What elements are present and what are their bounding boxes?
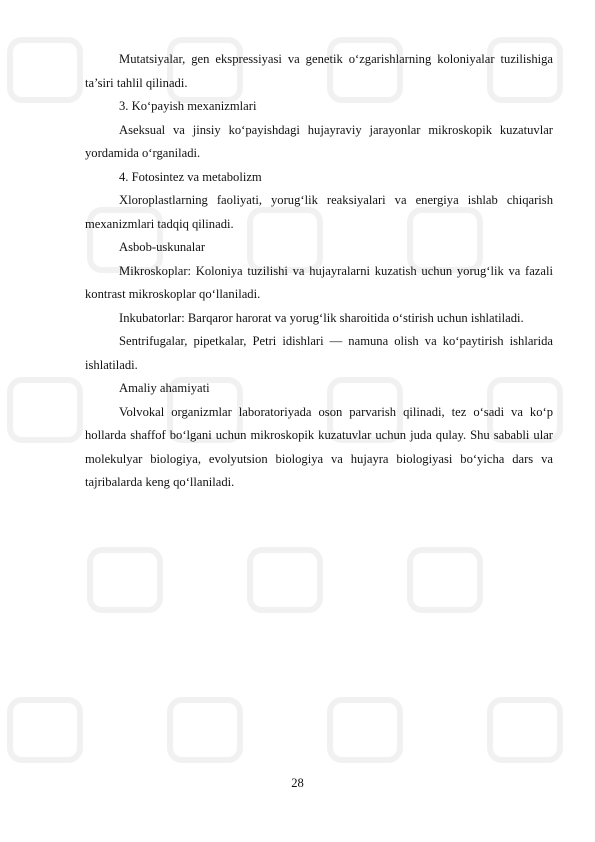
body-text	[85, 48, 553, 495]
page-number: 28	[291, 776, 304, 790]
heading-photosynthesis: 4. Fotosintez va metabolizm	[119, 169, 262, 184]
paragraph-photosynthesis: Xloroplastlarning faoliyati, yorug‘lik reaksiyalari va energiya ishlab chiqarish mexanizmlari tadqiq qilinadi.	[85, 193, 553, 231]
paragraph-incubators: Inkubatorlar: Barqaror harorat va yorug‘lik sharoitida o‘stirish uchun ishlatiladi.	[119, 310, 524, 325]
paragraph-microscopes: Mikroskoplar: Koloniya tuzilishi va hujayralarni kuzatish uchun yorug‘lik va fazali kontrast mikroskoplar qo‘llaniladi.	[85, 263, 553, 301]
heading-practical-importance: Amaliy ahamiyati	[119, 381, 210, 395]
paragraph-practical-importance: Volvokal organizmlar laboratoriyada oson parvarish qilinadi, tez o‘sadi va ko‘p hollarda shaffof bo‘lgani uchun mikroskopik kuzatuvlar uchun juda qulay. Shu sababli ular molekulyar biologiya, evolyutsion biologiya va hujayra biologiyasi bo‘yicha dars va tajribalarda keng qo‘llaniladi.	[85, 404, 553, 489]
paragraph-reproduction: Aseksual va jinsiy ko‘payishdagi hujayraviy jarayonlar mikroskopik kuzatuvlar yordamida o‘rganiladi.	[85, 122, 553, 160]
heading-reproduction: 3. Ko‘payish mexanizmlari	[119, 99, 257, 113]
heading-equipment: Asbob-uskunalar	[119, 240, 206, 254]
paragraph-mutations: Mutatsiyalar, gen ekspressiyasi va genetik o‘zgarishlarning koloniyalar tuzilishiga ta’siri tahlil qilinadi.	[85, 52, 553, 90]
paragraph-centrifuges: Sentrifugalar, pipetkalar, Petri idishlari — namuna olish va ko‘paytirish ishlarida ishlatiladi.	[85, 334, 553, 372]
